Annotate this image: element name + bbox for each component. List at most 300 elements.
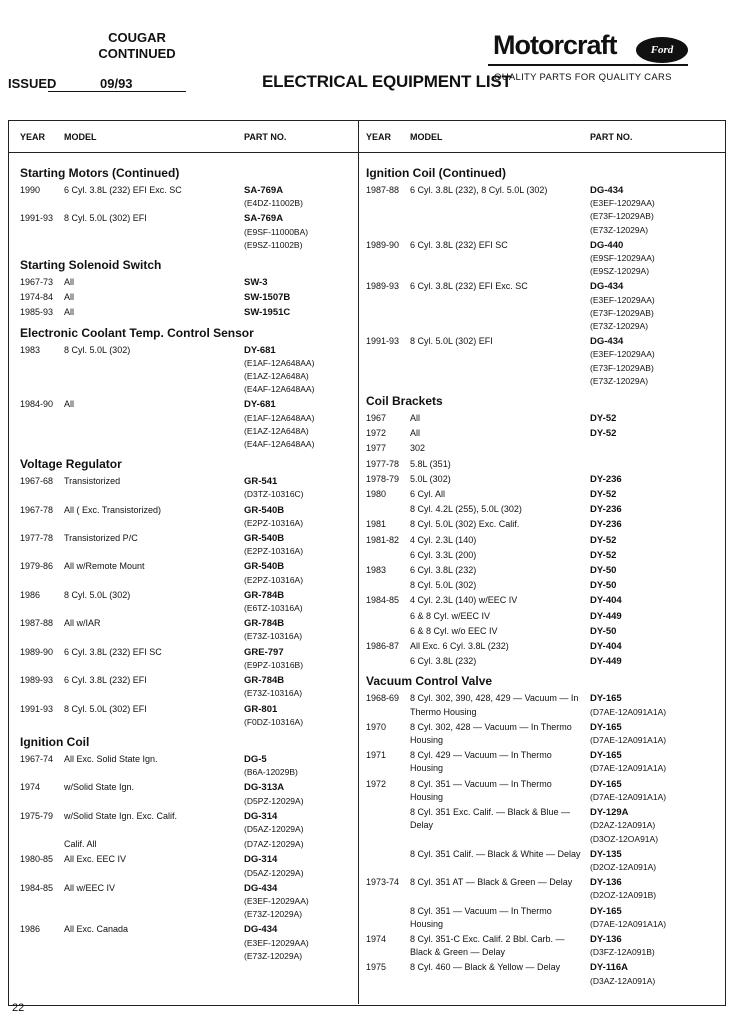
page-number: 22: [12, 1002, 25, 1014]
part-cell: [590, 848, 706, 874]
model-cell: 8 Cyl. 351-C Exc. Calif. 2 Bbl. Carb. — Black & Green — Delay: [410, 933, 565, 958]
engineering-number: (E73Z-12029A): [590, 375, 649, 386]
year-cell: 1985-93: [20, 307, 54, 318]
engineering-number: (D7AE-12A091A1A): [590, 918, 667, 929]
section-title: Vacuum Control Valve: [366, 674, 493, 689]
right-column: [366, 160, 706, 990]
table-row: [20, 344, 360, 397]
part-cell: [244, 753, 360, 779]
model-cell: All Exc. Solid State Ign.: [64, 753, 158, 764]
part-cell: [590, 905, 706, 931]
year-cell: 1972: [366, 428, 387, 439]
model-cell: 6 Cyl. 3.8L (232) EFI Exc. SC: [64, 185, 182, 195]
part-cell: [590, 503, 706, 516]
engineering-number: (E73Z-12029A): [590, 321, 649, 332]
year-cell: 1974: [366, 933, 387, 944]
left-part-header: PART NO.: [244, 132, 287, 142]
engineering-number: (E3EF-12029AA): [590, 198, 655, 209]
model-cell: All: [410, 428, 421, 439]
year-cell: 1989-93: [20, 675, 54, 686]
part-number: DY-165: [590, 750, 622, 762]
model-cell: 6 Cyl. 3.8L (232) EFI SC: [64, 646, 162, 657]
part-cell: [590, 610, 706, 623]
table-row: [20, 781, 360, 807]
brand-logo-text: Motorcraft: [493, 30, 617, 60]
part-cell: [244, 475, 360, 501]
engineering-number: (D7AZ-12029A): [244, 839, 304, 850]
title-line-2: CONTINUED: [98, 46, 176, 61]
part-number: DY-50: [590, 625, 617, 637]
model-cell: All Exc. EEC IV: [64, 854, 127, 865]
right-year-header: YEAR: [366, 132, 392, 142]
table-row: [20, 617, 360, 643]
section-title: Ignition Coil (Continued): [366, 166, 506, 180]
part-cell: [244, 344, 360, 397]
part-number: DG-5: [244, 753, 267, 765]
engineering-number: (E9PZ-10316B): [244, 659, 304, 670]
section-title: Starting Solenoid Switch: [20, 258, 162, 273]
section-title: Starting Motors (Continued): [20, 166, 180, 180]
engineering-number: (E3EF-12029AA): [590, 349, 655, 360]
left-column: [20, 160, 360, 965]
engineering-number: (D7AE-12A091A1A): [590, 763, 667, 774]
model-cell: 6 Cyl. 3.3L (200): [410, 549, 477, 560]
year-cell: 1978-79: [366, 473, 400, 484]
part-number: DY-52: [590, 549, 617, 561]
table-row: [20, 810, 360, 836]
model-cell: All: [64, 277, 75, 288]
model-cell: All w/Remote Mount: [64, 561, 145, 572]
section-title: Coil Brackets: [366, 394, 443, 409]
table-row: [366, 594, 706, 607]
brand-rule: [488, 64, 688, 66]
part-number: DY-165: [590, 721, 622, 733]
part-number: DY-52: [590, 413, 617, 425]
table-row: [366, 184, 706, 237]
part-number: SW-3: [244, 277, 268, 289]
year-cell: 1967-73: [20, 277, 54, 288]
model-cell: All ( Exc. Transistorized): [64, 504, 162, 515]
engineering-number: (D5AZ-12029A): [244, 867, 304, 878]
part-number: DY-129A: [590, 807, 629, 819]
part-cell: [244, 838, 360, 851]
model-cell: 8 Cyl. 351 — Vacuum — In Thermo Housing: [410, 905, 552, 929]
table-row: [366, 239, 706, 279]
part-number: GR-540B: [244, 533, 285, 545]
part-cell: [590, 518, 706, 531]
year-cell: 1967-78: [20, 504, 54, 515]
model-cell: 4 Cyl. 2.3L (140) w/EEC IV: [410, 595, 518, 606]
engineering-number: (D5PZ-12029A): [244, 795, 304, 806]
year-cell: 1983: [366, 565, 387, 576]
year-cell: 1984-85: [20, 882, 54, 893]
part-cell: [590, 549, 706, 562]
year-cell: 1987-88: [366, 185, 400, 195]
model-cell: 8 Cyl. 5.0L (302) EFI: [64, 703, 147, 714]
part-cell: [590, 749, 706, 775]
engineering-number: (D5AZ-12029A): [244, 823, 304, 834]
table-row: [366, 692, 706, 718]
engineering-number: (E73Z-12029A): [244, 950, 303, 961]
table-row: [366, 412, 706, 425]
year-cell: 1991-93: [20, 703, 54, 714]
part-cell: [244, 674, 360, 700]
part-number: DY-136: [590, 877, 622, 889]
model-cell: 8 Cyl. 351 Calif. — Black & White — Delay: [410, 848, 581, 859]
table-row: [20, 703, 360, 729]
model-cell: All Exc. 6 Cyl. 3.8L (232): [410, 641, 509, 652]
model-cell: Transistorized P/C: [64, 533, 138, 544]
part-cell: [590, 239, 706, 279]
part-cell: [244, 398, 360, 451]
year-cell: 1968-69: [366, 693, 400, 704]
right-part-header: PART NO.: [590, 132, 633, 142]
table-row: [20, 838, 360, 851]
table-row: [366, 335, 706, 388]
model-cell: 8 Cyl. 302, 428 — Vacuum — In Thermo Housing: [410, 721, 572, 746]
part-cell: [590, 640, 706, 653]
model-cell: 4 Cyl. 2.3L (140): [410, 534, 477, 545]
table-row: [366, 280, 706, 333]
year-cell: 1972: [366, 778, 387, 789]
model-cell: w/Solid State Ign. Exc. Calif.: [64, 810, 178, 821]
part-cell: [590, 806, 706, 846]
table-row: [20, 589, 360, 615]
year-cell: 1977: [366, 443, 387, 454]
engineering-number: (E9SZ-11002B): [244, 239, 303, 250]
table-row: [366, 655, 706, 668]
part-cell: [244, 291, 360, 304]
table-row: [20, 532, 360, 558]
model-cell: 8 Cyl. 460 — Black & Yellow — Delay: [410, 962, 561, 973]
year-cell: 1979-86: [20, 561, 54, 572]
issued-label: ISSUED: [8, 76, 57, 91]
table-row: [20, 184, 360, 210]
table-row: [366, 721, 706, 747]
part-number: GR-541: [244, 476, 278, 488]
year-cell: 1989-90: [20, 646, 54, 657]
issued-underline: [48, 91, 186, 92]
part-number: DY-404: [590, 641, 622, 653]
part-number: DG-434: [590, 185, 624, 196]
engineering-number: (D2AZ-12A091A): [590, 820, 656, 831]
part-cell: [244, 781, 360, 807]
part-number: GR-784B: [244, 675, 285, 687]
engineering-number: (E2PZ-10316A): [244, 546, 304, 557]
part-number: DY-50: [590, 580, 617, 592]
engineering-number: (E73Z-10316A): [244, 631, 303, 642]
part-number: DY-50: [590, 565, 617, 577]
part-cell: [244, 306, 360, 319]
model-cell: All Exc. Canada: [64, 924, 129, 935]
table-row: [366, 427, 706, 440]
model-cell: All w/IAR: [64, 618, 101, 629]
part-number: SW-1951C: [244, 307, 291, 319]
part-cell: [590, 933, 706, 959]
model-cell: 6 Cyl. 3.8L (232) EFI SC: [410, 239, 508, 250]
part-cell: [244, 212, 360, 252]
model-cell: Calif. All: [64, 839, 97, 850]
engineering-number: (E73F-12029AB): [590, 362, 654, 373]
model-cell: 8 Cyl. 4.2L (255), 5.0L (302): [410, 504, 522, 515]
part-number: GR-540B: [244, 504, 285, 516]
part-number: DG-434: [590, 336, 624, 348]
part-cell: [590, 778, 706, 804]
table-row: [20, 212, 360, 252]
model-cell: 6 Cyl. All: [410, 489, 446, 500]
engineering-number: (E1AZ-12A648A): [244, 425, 309, 436]
model-cell: All: [64, 292, 75, 303]
engineering-number: (D3AZ-12A091A): [590, 975, 656, 986]
table-row: [366, 534, 706, 547]
part-number: DY-136: [590, 933, 622, 945]
year-cell: 1974-84: [20, 292, 54, 303]
table-row: [366, 442, 706, 455]
model-cell: All: [64, 399, 75, 410]
model-cell: 5.0L (302): [410, 473, 451, 484]
engineering-number: (E9SZ-12029A): [590, 266, 650, 277]
part-number: DY-52: [590, 428, 617, 440]
year-cell: 1989-93: [366, 281, 400, 292]
model-cell: 8 Cyl. 429 — Vacuum — In Thermo Housing: [410, 750, 552, 774]
table-row: [366, 778, 706, 804]
part-number: DY-165: [590, 905, 622, 917]
part-number: DY-236: [590, 504, 622, 516]
part-number: GR-784B: [244, 589, 285, 601]
table-row: [20, 276, 360, 289]
part-cell: [590, 625, 706, 638]
part-cell: [590, 876, 706, 902]
brand-tagline: QUALITY PARTS FOR QUALITY CARS: [494, 72, 672, 83]
part-cell: [244, 184, 360, 210]
part-cell: [244, 923, 360, 963]
engineering-number: (E3EF-12029AA): [244, 937, 309, 948]
right-model-header: MODEL: [410, 132, 443, 142]
table-row: [20, 504, 360, 530]
part-number: DY-165: [590, 693, 622, 705]
part-cell: [244, 560, 360, 586]
part-number: DY-52: [590, 489, 617, 501]
engineering-number: (E73Z-12029A): [590, 224, 649, 235]
left-model-header: MODEL: [64, 132, 97, 142]
part-cell: [590, 488, 706, 501]
engineering-number: (D7AE-12A091A1A): [590, 791, 667, 802]
left-year-header: YEAR: [20, 132, 46, 142]
part-number: DY-681: [244, 399, 276, 411]
part-number: DY-404: [590, 595, 622, 607]
table-row: [366, 610, 706, 623]
part-number: DG-434: [244, 882, 278, 894]
engineering-number: (E3EF-12029AA): [590, 294, 655, 305]
part-number: DY-236: [590, 473, 622, 485]
model-cell: 8 Cyl. 5.0L (302) Exc. Calif.: [410, 519, 520, 530]
year-cell: 1970: [366, 721, 387, 732]
engineering-number: (E1AZ-12A648A): [244, 371, 309, 382]
engineering-number: (E4DZ-11002B): [244, 198, 303, 209]
header-divider: [8, 152, 726, 153]
model-cell: 6 Cyl. 3.8L (232) EFI Exc. SC: [410, 281, 528, 292]
table-row: [366, 473, 706, 486]
part-number: DG-434: [590, 281, 624, 293]
model-cell: 302: [410, 443, 426, 454]
part-cell: [590, 335, 706, 388]
engineering-number: (D7AE-12A091A1A): [590, 735, 667, 746]
part-number: DG-314: [244, 854, 278, 866]
model-cell: All w/EEC IV: [64, 882, 116, 893]
part-cell: [244, 276, 360, 289]
engineering-number: (D2OZ-12A091B): [590, 890, 657, 901]
table-row: [20, 291, 360, 304]
part-cell: [590, 280, 706, 333]
year-cell: 1984-85: [366, 595, 400, 606]
part-cell: [244, 532, 360, 558]
part-number: SA-769A: [244, 185, 284, 196]
year-cell: 1980: [366, 489, 387, 500]
model-cell: 8 Cyl. 5.0L (302): [64, 589, 131, 600]
year-cell: 1986: [20, 924, 41, 935]
table-row: [20, 923, 360, 963]
table-row: [366, 933, 706, 959]
engineering-number: (D7AE-12A091A1A): [590, 706, 667, 717]
part-number: DY-52: [590, 534, 617, 546]
year-cell: 1967-74: [20, 753, 54, 764]
table-row: [366, 458, 706, 471]
table-row: [366, 848, 706, 874]
part-cell: [590, 721, 706, 747]
part-cell: [590, 412, 706, 425]
table-row: [20, 882, 360, 922]
year-cell: 1967-68: [20, 476, 54, 487]
engineering-number: (E9SF-12029AA): [590, 253, 655, 264]
year-cell: 1971: [366, 750, 387, 761]
year-cell: 1977-78: [20, 533, 54, 544]
year-cell: 1984-90: [20, 399, 54, 410]
model-cell: 5.8L (351): [410, 458, 451, 469]
engineering-number: (E73Z-12029A): [244, 909, 303, 920]
part-cell: [244, 810, 360, 836]
year-cell: 1990: [20, 185, 41, 195]
part-number: SW-1507B: [244, 292, 291, 304]
model-cell: 8 Cyl. 351 — Vacuum — In Thermo Housing: [410, 778, 552, 802]
model-cell: 8 Cyl. 5.0L (302): [64, 344, 131, 355]
table-row: [20, 853, 360, 879]
engineering-number: (D3OZ-12OA91A): [590, 833, 659, 844]
section-title: Voltage Regulator: [20, 457, 122, 472]
year-cell: 1967: [366, 413, 387, 424]
engineering-number: (E3EF-12029AA): [244, 895, 309, 906]
part-number: DG-434: [244, 924, 278, 936]
part-number: DG-440: [590, 239, 624, 251]
part-cell: [590, 473, 706, 486]
table-row: [366, 876, 706, 902]
engineering-number: (D2OZ-12A091A): [590, 861, 657, 872]
part-number: GR-540B: [244, 561, 285, 573]
year-cell: 1986: [20, 589, 41, 600]
year-cell: 1983: [20, 344, 41, 355]
table-row: [366, 806, 706, 846]
model-cell: 8 Cyl. 302, 390, 428, 429 — Vacuum — In Thermo Housing: [410, 693, 579, 717]
part-cell: [590, 579, 706, 592]
model-cell: 8 Cyl. 5.0L (302): [410, 580, 477, 591]
year-cell: 1986-87: [366, 641, 400, 652]
engineering-number: (E73Z-10316A): [244, 688, 303, 699]
part-number: DY-236: [590, 519, 622, 531]
table-row: [366, 905, 706, 931]
year-cell: 1975-79: [20, 810, 54, 821]
engineering-number: (D3TZ-10316C): [244, 489, 304, 500]
year-cell: 1974: [20, 782, 41, 793]
part-number: GRE-797: [244, 646, 284, 658]
part-number: DG-313A: [244, 782, 285, 794]
year-cell: 1991-93: [366, 336, 400, 347]
table-row: [366, 749, 706, 775]
part-number: DY-449: [590, 656, 622, 668]
engineering-number: (E1AF-12A648AA): [244, 357, 315, 368]
model-cell: w/Solid State Ign.: [64, 782, 135, 793]
engineering-number: (E4AF-12A648AA): [244, 384, 315, 395]
model-cell: 8 Cyl. 351 AT — Black & Green — Delay: [410, 877, 573, 888]
model-cell: 8 Cyl. 5.0L (302) EFI: [410, 336, 493, 347]
model-cell: Transistorized: [64, 476, 121, 487]
part-cell: [244, 504, 360, 530]
part-number: DY-116A: [590, 962, 629, 974]
table-row: [20, 646, 360, 672]
model-cell: All: [410, 413, 421, 424]
part-cell: [244, 882, 360, 922]
part-cell: [590, 564, 706, 577]
engineering-number: (E6TZ-10316A): [244, 603, 303, 614]
table-row: [366, 549, 706, 562]
engineering-number: (E73F-12029AB): [590, 211, 654, 222]
engineering-number: (E2PZ-10316A): [244, 517, 304, 528]
table-row: [366, 961, 706, 987]
engineering-number: (B6A-12029B): [244, 767, 298, 778]
engineering-number: (E9SF-11000BA): [244, 226, 309, 237]
year-cell: 1973-74: [366, 877, 400, 888]
part-cell: [590, 184, 706, 237]
year-cell: 1975: [366, 962, 387, 973]
part-number: DG-314: [244, 810, 278, 822]
part-number: DY-681: [244, 344, 276, 356]
part-number: GR-801: [244, 703, 278, 715]
part-cell: [244, 646, 360, 672]
part-cell: [590, 594, 706, 607]
table-row: [20, 475, 360, 501]
ford-oval-logo: Ford: [636, 37, 688, 63]
model-cell: 8 Cyl. 351 Exc. Calif. — Black & Blue — Delay: [410, 807, 571, 831]
engineering-number: (E4AF-12A648AA): [244, 439, 315, 450]
page-title: ELECTRICAL EQUIPMENT LIST: [262, 72, 512, 91]
part-number: SA-769A: [244, 213, 284, 225]
model-cell: 6 Cyl. 3.8L (232), 8 Cyl. 5.0L (302): [410, 185, 548, 195]
engineering-number: (E2PZ-10316A): [244, 574, 304, 585]
part-cell: [590, 692, 706, 718]
table-row: [366, 564, 706, 577]
model-cell: 6 & 8 Cyl. w/o EEC IV: [410, 625, 498, 636]
table-row: [366, 488, 706, 501]
table-row: [366, 640, 706, 653]
year-cell: 1987-88: [20, 618, 54, 629]
engineering-number: (E1AF-12A648AA): [244, 412, 315, 423]
year-cell: 1989-90: [366, 239, 400, 250]
section-title: Ignition Coil: [20, 734, 90, 749]
table-row: [366, 518, 706, 531]
engineering-number: (E73F-12029AB): [590, 307, 654, 318]
year-cell: 1981-82: [366, 534, 400, 545]
part-cell: [590, 655, 706, 668]
table-row: [20, 398, 360, 451]
model-cell: 8 Cyl. 5.0L (302) EFI: [64, 213, 147, 224]
